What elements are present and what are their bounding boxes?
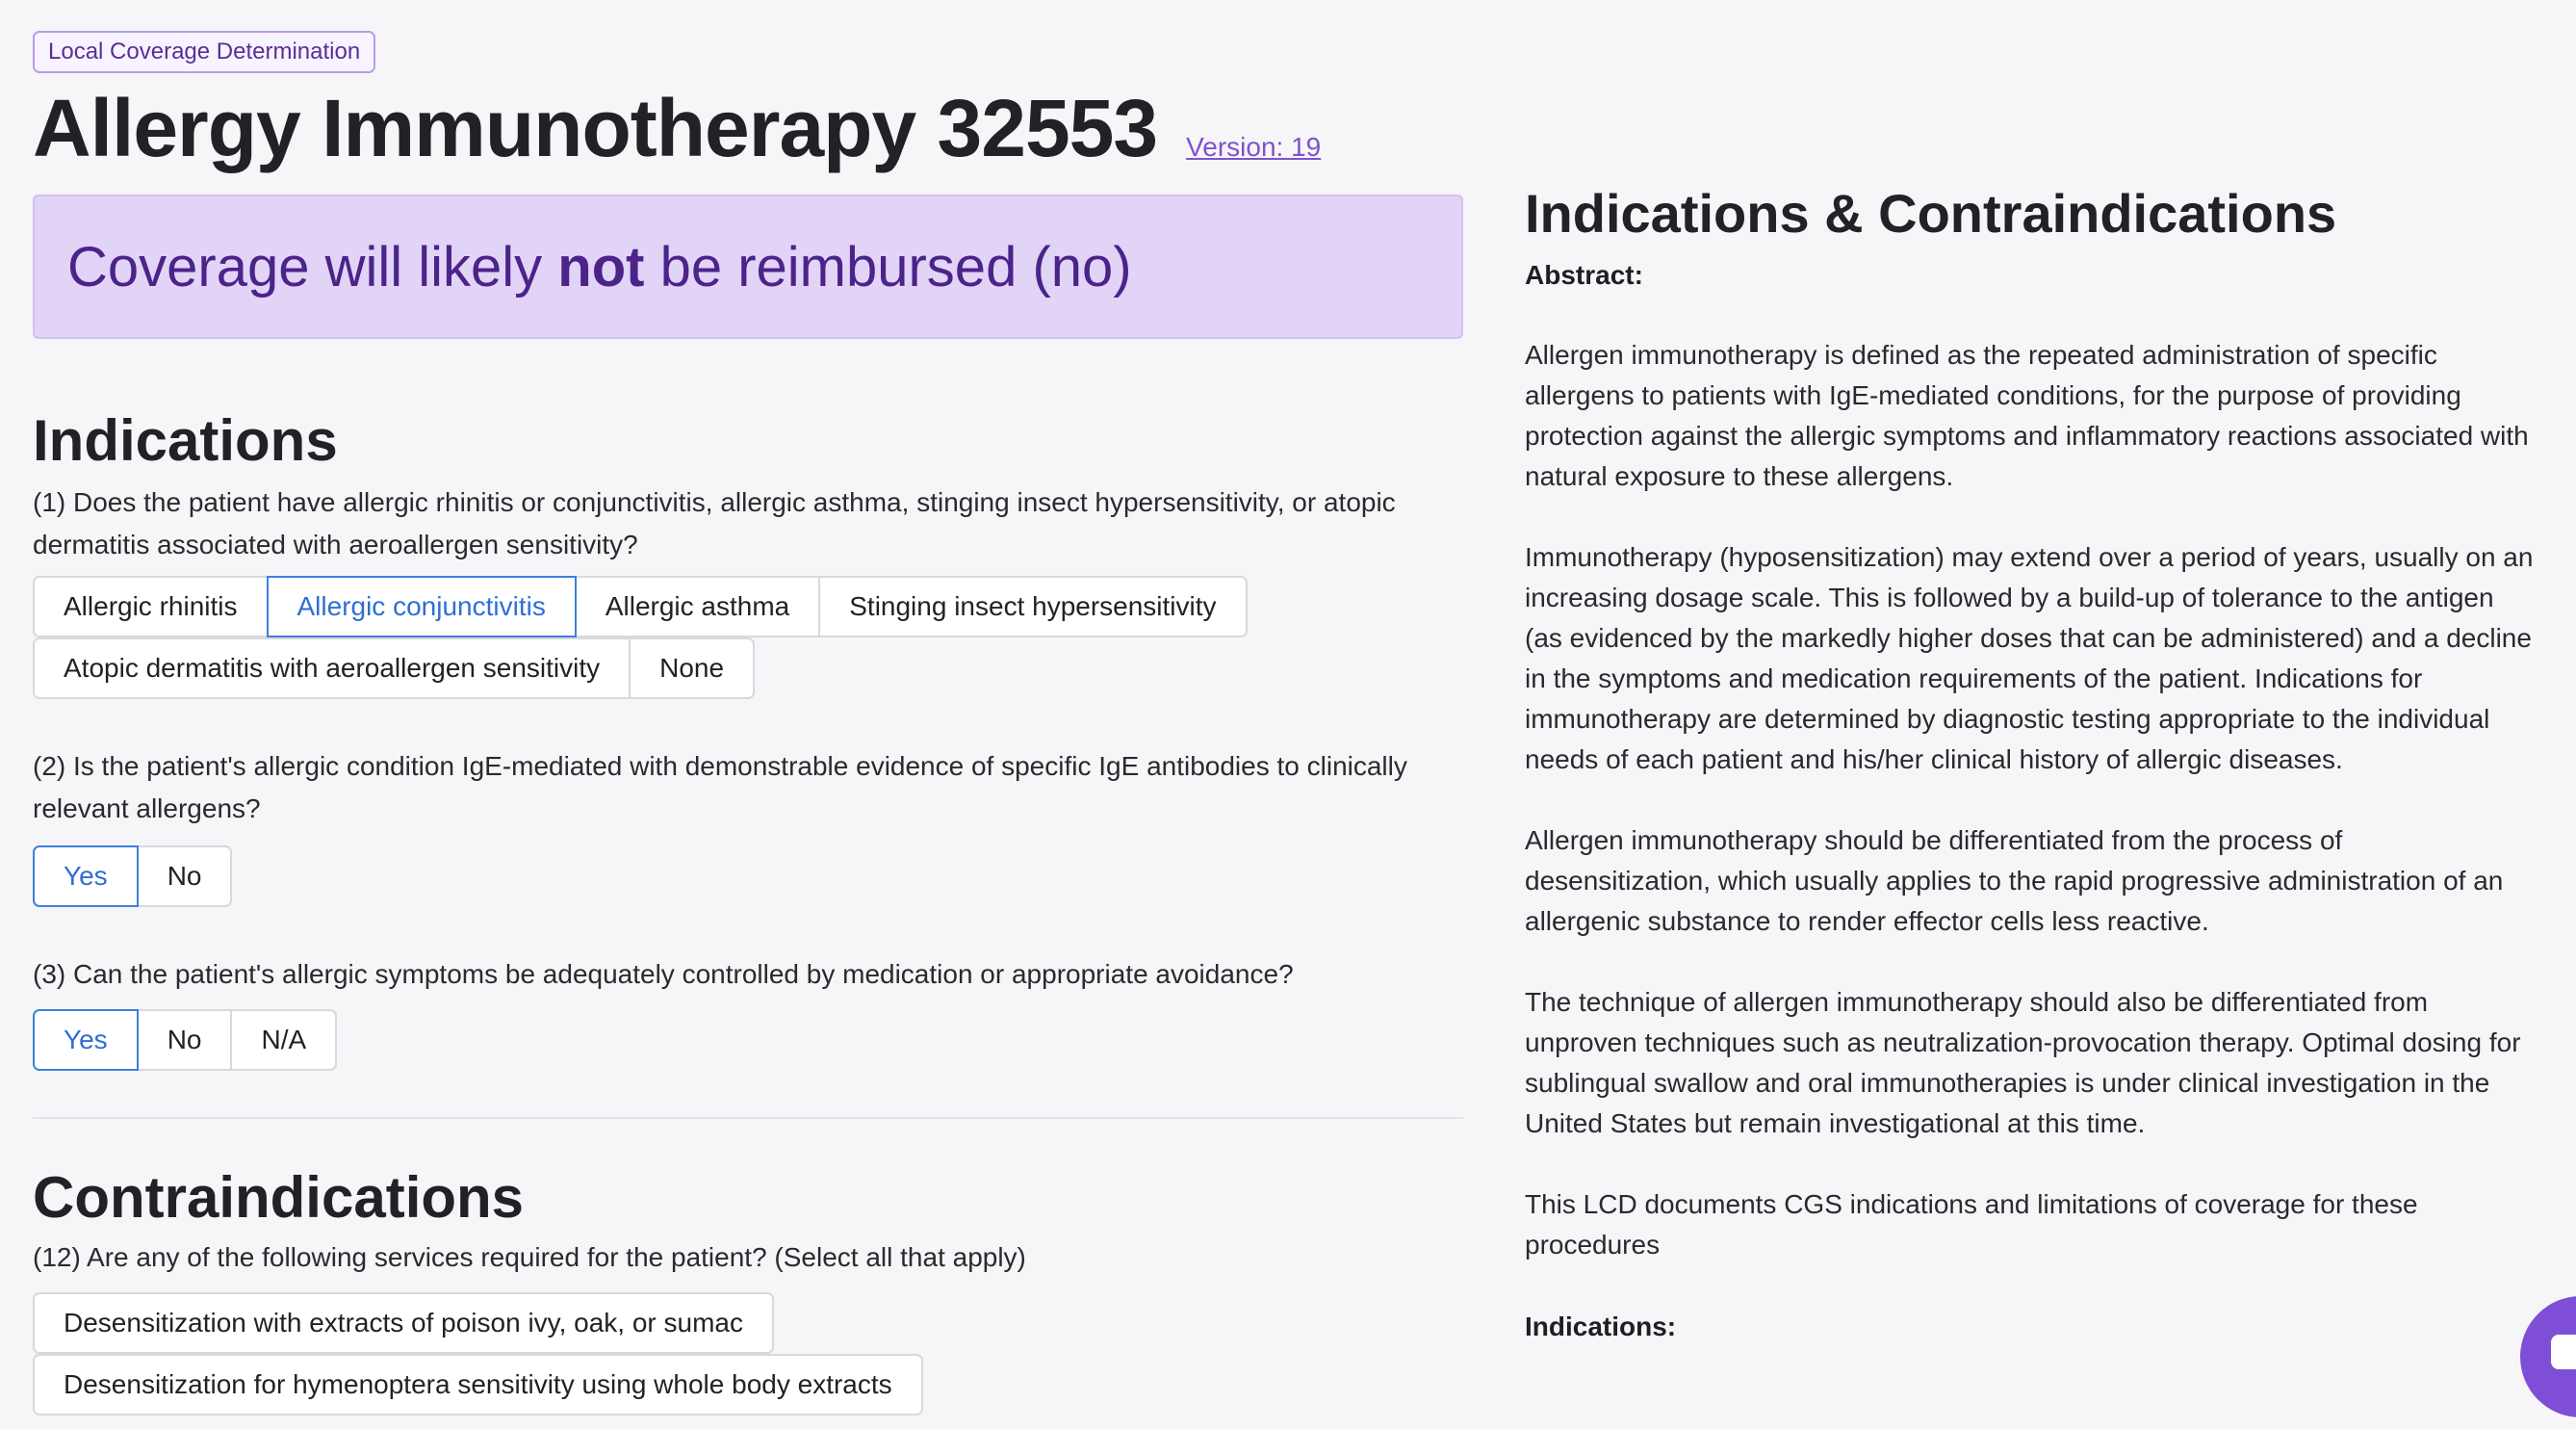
option-hymenoptera-desensitization[interactable]: Desensitization for hymenoptera sensitivity using whole body extracts <box>33 1354 923 1416</box>
question-12-options-row-1 <box>33 1292 1463 1354</box>
question-12-text: (12) Are any of the following services required for the patient? (Select all that apply) <box>33 1242 1026 1272</box>
abstract-paragraph: This LCD documents CGS indications and limitations of coverage for these procedures <box>1525 1189 2418 1260</box>
info-heading: Indications & Contraindications <box>1525 183 2337 244</box>
indications-heading: Indications <box>33 408 338 473</box>
abstract-paragraph: The technique of allergen immunotherapy should also be differentiated from unproven techniques such as neutralization-provocation therapy. Optimal dosing for sublingual swallow and oral immunotherapies is under clinical investigation in the United States but remain investigational at this time. <box>1525 987 2521 1138</box>
coverage-text-post: be reimbursed (no) <box>644 235 1132 299</box>
coverage-result-banner <box>33 195 1463 339</box>
question-3-options <box>33 1009 1463 1071</box>
option-none[interactable]: None <box>629 637 755 699</box>
title-row <box>33 79 1463 177</box>
option-yes[interactable]: Yes <box>33 1009 139 1071</box>
option-allergic-asthma[interactable]: Allergic asthma <box>575 576 820 637</box>
coverage-result-text <box>67 235 1132 299</box>
indications-label: Indications: <box>1525 1312 1677 1341</box>
option-allergic-conjunctivitis[interactable]: Allergic conjunctivitis <box>267 576 577 637</box>
question-3-text: (3) Can the patient's allergic symptoms be adequately controlled by medication or appropriate avoidance? <box>33 959 1294 989</box>
option-no[interactable]: No <box>137 1009 233 1071</box>
version-link[interactable]: Version: 19 <box>1186 132 1322 162</box>
question-1-options-row-2 <box>33 637 1463 699</box>
option-na[interactable]: N/A <box>230 1009 337 1071</box>
question-1-options-row-1 <box>33 576 1463 637</box>
option-stinging-insect-hypersensitivity[interactable]: Stinging insect hypersensitivity <box>818 576 1247 637</box>
coverage-text-pre: Coverage will likely <box>67 235 558 299</box>
question-2-text: (2) Is the patient's allergic condition IgE-mediated with demonstrable evidence of specific IgE antibodies to clinically relevant allergens? <box>33 751 1407 823</box>
abstract-paragraph: Immunotherapy (hyposensitization) may extend over a period of years, usually on an increasing dosage scale. This is followed by a build-up of tolerance to the antigen (as evidenced by the markedly higher doses that can be administered) and a decline in the symptoms and medication requirements of the patient. Indications for immunotherapy are determined by diagnostic testing appropriate to the individual needs of each patient and his/her clinical history of allergic diseases. <box>1525 542 2534 774</box>
abstract-paragraph: Allergen immunotherapy is defined as the repeated administration of specific allergens to patients with IgE-mediated conditions, for the purpose of providing protection against the allergic symptoms and inflammatory reactions associated with natural exposure to these allergens. <box>1525 340 2529 491</box>
option-atopic-dermatitis[interactable]: Atopic dermatitis with aeroallergen sensitivity <box>33 637 631 699</box>
contraindications-heading: Contraindications <box>33 1165 525 1230</box>
option-no[interactable]: No <box>137 845 233 907</box>
coverage-text-emphasis: not <box>557 235 645 299</box>
option-poison-ivy-desensitization[interactable]: Desensitization with extracts of poison ivy, oak, or sumac <box>33 1292 774 1354</box>
questionnaire-panel <box>33 31 1463 1416</box>
abstract-label: Abstract: <box>1525 260 1643 290</box>
document-type-badge: Local Coverage Determination <box>33 31 375 73</box>
question-12-options-row-2 <box>33 1354 1463 1416</box>
option-allergic-rhinitis[interactable]: Allergic rhinitis <box>33 576 269 637</box>
indications-info-panel <box>1525 181 2536 1346</box>
section-divider <box>33 1117 1463 1119</box>
question-1-text: (1) Does the patient have allergic rhinitis or conjunctivitis, allergic asthma, stinging insect hypersensitivity, or atopic dermatitis associated with aeroallergen sensitivity? <box>33 487 1396 559</box>
chat-bubble-icon <box>2551 1335 2576 1369</box>
option-yes[interactable]: Yes <box>33 845 139 907</box>
page-title: Allergy Immunotherapy 32553 <box>33 83 1158 173</box>
question-2-options <box>33 845 1463 907</box>
abstract-paragraph: Allergen immunotherapy should be differentiated from the process of desensitization, which usually applies to the rapid progressive administration of an allergenic substance to render effector cells less reactive. <box>1525 825 2504 936</box>
